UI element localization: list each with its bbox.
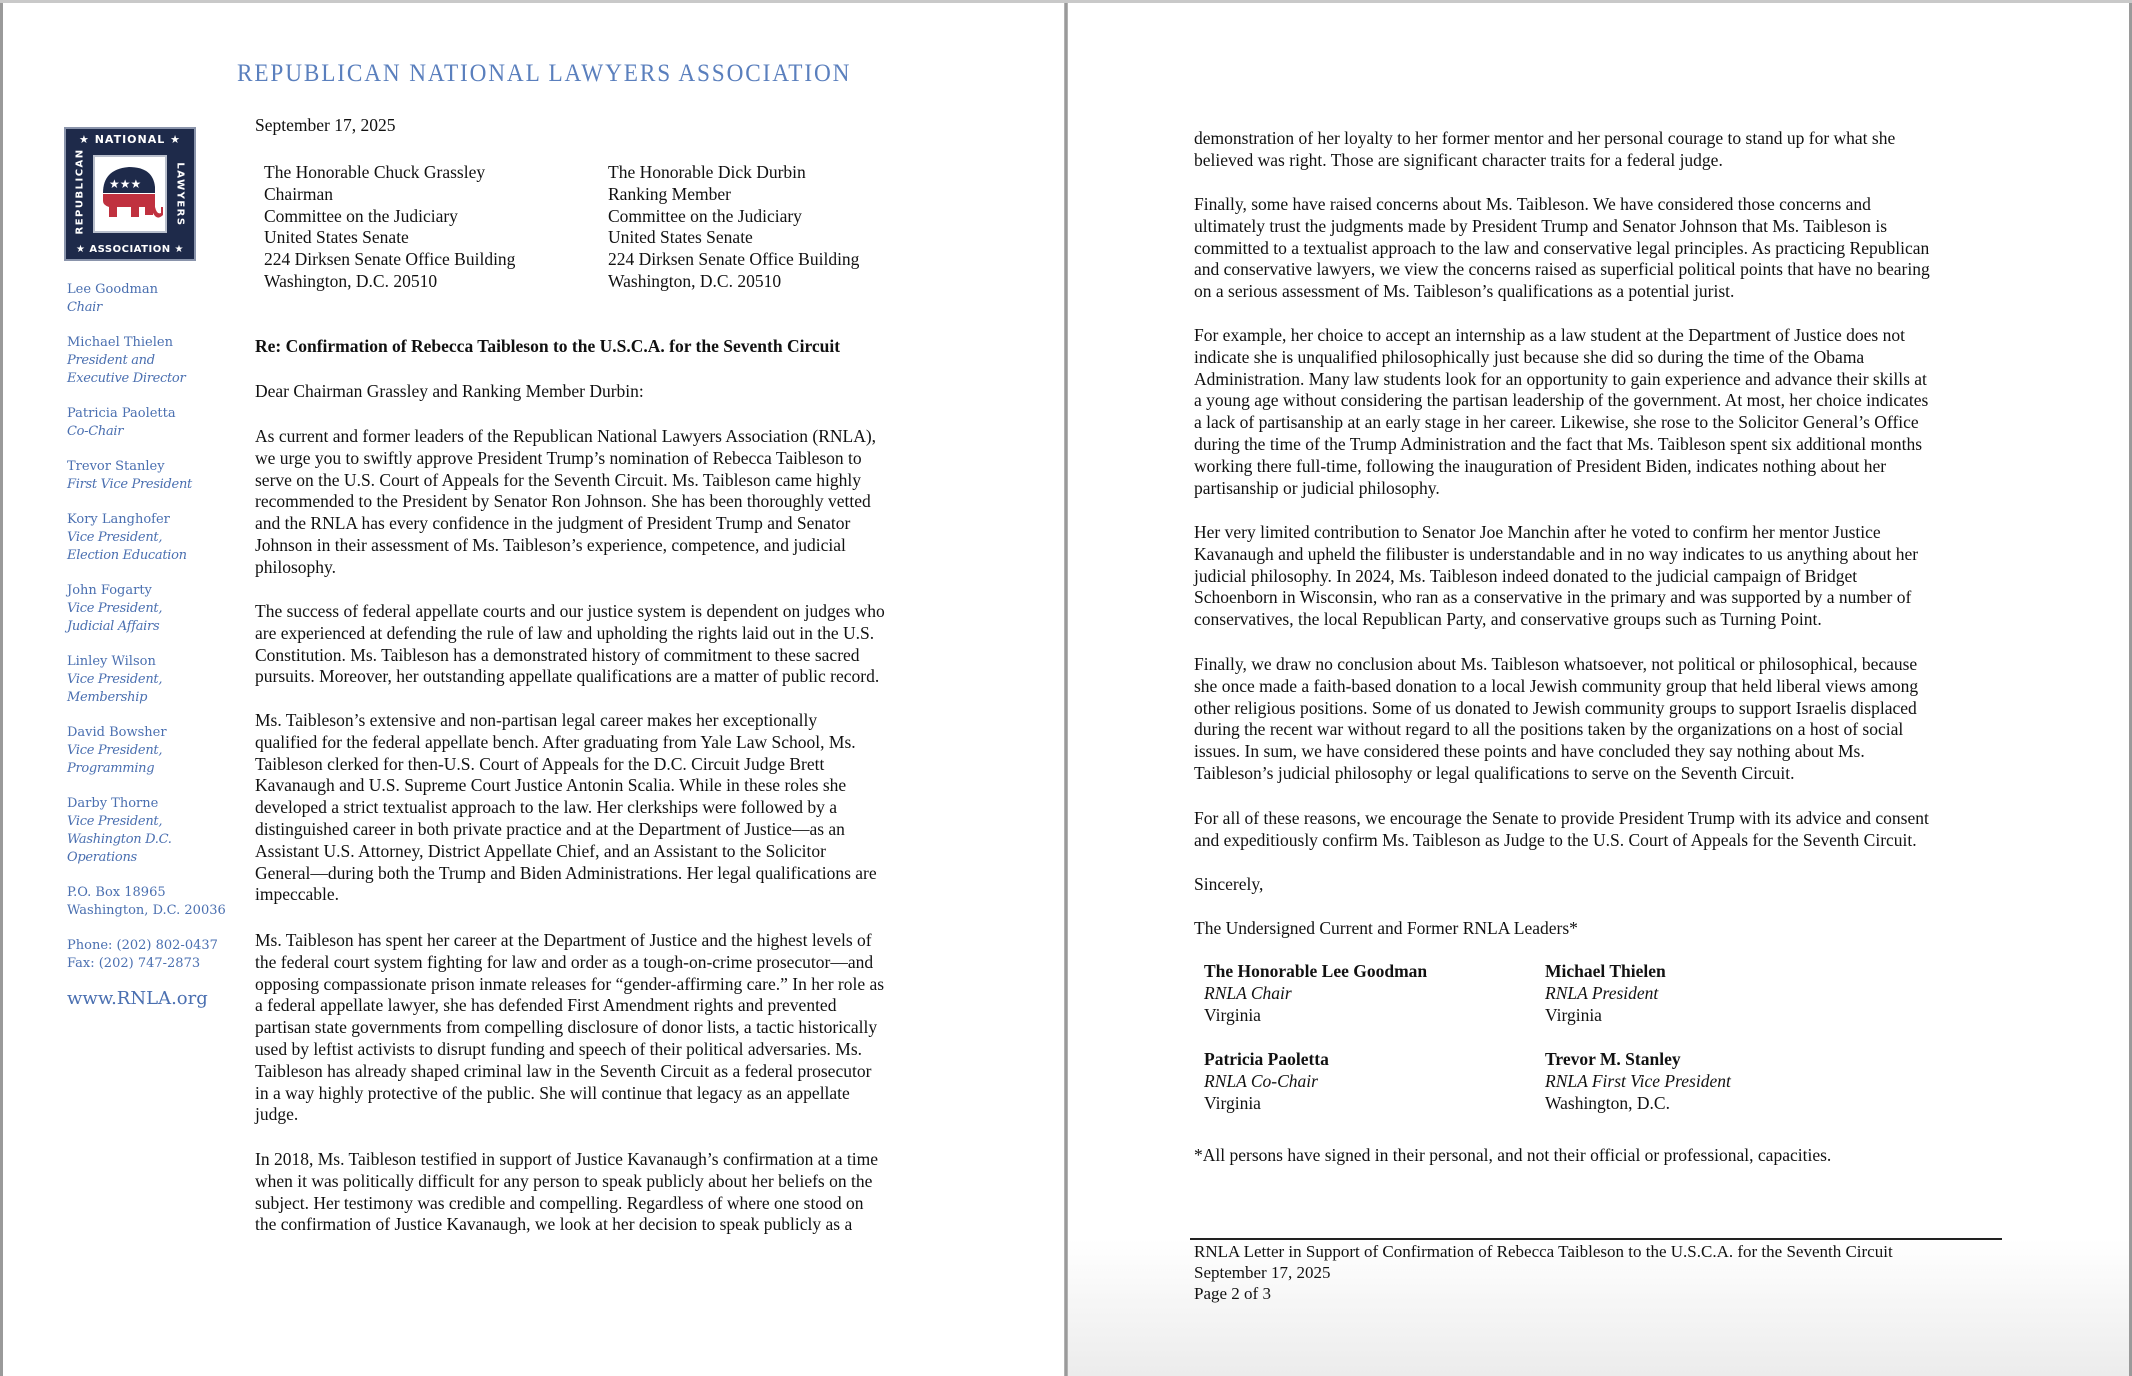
- signatory-name: The Honorable Lee Goodman: [1204, 961, 1428, 981]
- text-line: other religious positions. Some of us donated to Jewish community groups to support Israelis displaced: [1194, 697, 1917, 718]
- text-line: developed a strict textualist approach to the law. Her clerkships were followed by a: [255, 797, 837, 818]
- text-line: she once made a faith-based donation to a local Jewish community group that held liberal views among: [1194, 675, 1919, 696]
- signatory-location: Washington, D.C.: [1545, 1092, 1670, 1113]
- document-page-2: [1068, 3, 2132, 1376]
- text-line: Kavanaugh and U.S. Supreme Court Justice Antonin Scalia. While in these roles she: [255, 775, 847, 796]
- text-line: Administration. Many law students look for an opportunity to gain experience and advance their skills at: [1194, 368, 1927, 389]
- sidebar-officer: [67, 511, 237, 565]
- officer-name: John Fogarty: [67, 583, 152, 598]
- signatory-name: Trevor M. Stanley: [1545, 1049, 1681, 1069]
- sidebar-officer: [67, 724, 237, 778]
- paragraph: [1194, 325, 2094, 499]
- text-line: impeccable.: [255, 884, 340, 905]
- signatory-location: Virginia: [1204, 1092, 1261, 1113]
- officer-name: David Bowsher: [67, 725, 167, 740]
- text-line: Taibleson has already shaped criminal law in the Seventh Circuit as a federal prosecutor: [255, 1060, 872, 1081]
- footnote: *All persons have signed in their personal, and not their official or professional, capacities.: [1194, 1145, 1832, 1165]
- signatory-block: [1204, 1049, 1329, 1114]
- officer-role: Executive Director: [67, 371, 186, 386]
- text-line: demonstration of her loyalty to her former mentor and her personal courage to stand up for what she: [1194, 128, 1896, 148]
- text-line: Her very limited contribution to Senator Joe Manchin after he voted to confirm her mentor Justice: [1194, 522, 1881, 542]
- salutation: Dear Chairman Grassley and Ranking Member Durbin:: [255, 381, 644, 401]
- address-line: Washington, D.C. 20036: [67, 903, 226, 918]
- text-line: qualified for the federal appellate bench. After graduating from Yale Law School, Ms.: [255, 731, 856, 752]
- sidebar-officer: [67, 653, 237, 707]
- text-line: subject. Her testimony was credible and compelling. Regardless of where one stood on: [255, 1192, 864, 1213]
- document-page-1: [0, 3, 1064, 1376]
- logo-elephant-panel: [93, 155, 167, 233]
- paragraph: [255, 1149, 955, 1236]
- sidebar-officer: [67, 405, 237, 441]
- paragraph: [1194, 808, 2094, 852]
- paragraph: [255, 710, 955, 906]
- address-line: 224 Dirksen Senate Office Building: [264, 249, 516, 270]
- address-line: United States Senate: [608, 227, 753, 248]
- text-line: philosophy.: [255, 556, 337, 577]
- org-letterhead-title: REPUBLICAN NATIONAL LAWYERS ASSOCIATION: [237, 60, 852, 87]
- officer-role: Programming: [67, 761, 155, 776]
- recipient-address-grassley: [264, 162, 515, 293]
- address-line: Committee on the Judiciary: [608, 205, 802, 226]
- text-line: recommended to the President by Senator Ron Johnson. She has been thoroughly vetted: [255, 491, 871, 512]
- text-line: the federal court system fighting for law and order as a tough-on-crime prosecutor—and: [255, 951, 874, 972]
- text-line: judicial philosophy. In 2024, Ms. Taibleson indeed donated to the judicial campaign of Bridget: [1194, 565, 1858, 586]
- text-line: serve on the U.S. Court of Appeals for the Seventh Circuit. Ms. Taibleson came highly: [255, 469, 861, 490]
- paragraph: [255, 601, 955, 688]
- letter-date: September 17, 2025: [255, 115, 396, 135]
- text-line: For example, her choice to accept an internship as a law student at the Department of Justice does not: [1194, 325, 1905, 345]
- text-line: pursuits. Moreover, her outstanding appellate qualifications are a matter of public record.: [255, 666, 880, 687]
- address-line: Washington, D.C. 20510: [264, 270, 438, 291]
- officer-role: Co-Chair: [67, 424, 124, 439]
- text-line: partisanship or judicial philosophy.: [1194, 477, 1440, 498]
- officer-role: Vice President,: [67, 814, 163, 829]
- officer-sidebar: [67, 281, 237, 1008]
- text-line: Schoenborn in Wisconsin, who ran as a conservative in the primary and was supported by a number of: [1194, 587, 1912, 608]
- address-line: P.O. Box 18965: [67, 885, 166, 900]
- text-line: conservatives, the local Republican Party, and conservative groups such as Turning Point.: [1194, 609, 1822, 630]
- signatory-title: RNLA Chair: [1204, 982, 1292, 1003]
- rnla-elephant-logo-icon: [64, 127, 196, 261]
- text-line: a lack of partisanship at an early stage in her career. Likewise, she rose to the Solicitor General’s Office: [1194, 412, 1919, 433]
- signatory-location: Virginia: [1545, 1004, 1602, 1025]
- officer-role: Vice President,: [67, 530, 163, 545]
- signatory-location: Virginia: [1204, 1004, 1261, 1025]
- text-line: Taibleson clerked for then-U.S. Court of Appeals for the D.C. Circuit Judge Brett: [255, 753, 825, 774]
- signoff: The Undersigned Current and Former RNLA Leaders*: [1194, 918, 1578, 938]
- mailing-address: [67, 884, 237, 920]
- signatory-name: Michael Thielen: [1545, 961, 1666, 981]
- recipient-address-durbin: [608, 162, 859, 293]
- paragraph: [1194, 128, 2094, 172]
- text-line: partisan state governments from compelling disclosure of donor lists, a tactic historically: [255, 1017, 878, 1038]
- officer-role: Chair: [67, 300, 102, 315]
- officer-name: Michael Thielen: [67, 335, 173, 350]
- text-line: used by leftist activists to disrupt funding and speech of their political adversaries. Ms.: [255, 1038, 863, 1059]
- text-line: Finally, we draw no conclusion about Ms. Taibleson whatsoever, not political or philosophical, because: [1194, 654, 1918, 674]
- paragraph: [1194, 654, 2094, 785]
- officer-role: Judicial Affairs: [67, 619, 160, 634]
- text-line: For all of these reasons, we encourage the Senate to provide President Trump with its advice and consent: [1194, 808, 1929, 828]
- paragraph: [255, 930, 955, 1126]
- logo-text-lawyers: LAWYERS: [174, 162, 186, 227]
- footer-title: RNLA Letter in Support of Confirmation of Rebecca Taibleson to the U.S.C.A. for the Seventh Circuit: [1194, 1242, 1893, 1261]
- text-line: a federal appellate lawyer, she has defended First Amendment rights and prevented: [255, 995, 837, 1016]
- text-line: In 2018, Ms. Taibleson testified in support of Justice Kavanaugh’s confirmation at a time: [255, 1149, 878, 1169]
- address-line: 224 Dirksen Senate Office Building: [608, 249, 860, 270]
- text-line: Ms. Taibleson’s extensive and non-partisan legal career makes her exceptionally: [255, 710, 818, 730]
- text-line: we urge you to swiftly approve President Trump’s nomination of Rebecca Taibleson to: [255, 447, 862, 468]
- sidebar-officer: [67, 281, 237, 317]
- officer-name: Trevor Stanley: [67, 459, 165, 474]
- paragraph: [1194, 522, 2094, 631]
- contact-numbers: [67, 937, 237, 973]
- text-line: a young age without considering the partisan leadership of the government. At most, her choice indicates: [1194, 390, 1929, 411]
- officer-role: First Vice President: [67, 477, 192, 492]
- elephant-icon: [95, 157, 165, 231]
- text-line: when it was politically difficult for any person to speak publicly about her beliefs on the: [255, 1170, 873, 1191]
- phone-number: Phone: (202) 802-0437: [67, 938, 218, 953]
- text-line: Assistant U.S. Attorney, District Appellate Chief, and an Assistant to the Solicitor: [255, 840, 826, 861]
- officer-role: President and: [67, 353, 155, 368]
- text-line: distinguished career in both private practice and at the Department of Justice—as an: [255, 818, 845, 839]
- signatory-title: RNLA Co-Chair: [1204, 1070, 1318, 1091]
- text-line: in a way highly protective of the public. She will continue that legacy as an appellate: [255, 1082, 850, 1103]
- signatory-block: [1545, 961, 1666, 1026]
- text-line: during the time of the Trump Administration and the fact that Ms. Taibleson spent six additional months: [1194, 433, 1923, 454]
- officer-name: Patricia Paoletta: [67, 406, 176, 421]
- sidebar-officer: [67, 795, 237, 867]
- logo-text-republican: REPUBLICAN: [74, 148, 86, 235]
- text-line: committed to a textualist approach to the law and conservative legal principles. As practicing Republican: [1194, 237, 1930, 258]
- text-line: As current and former leaders of the Republican National Lawyers Association (RNLA),: [255, 426, 877, 446]
- text-line: working there full-time, following the inauguration of President Biden, indicates nothing about her: [1194, 455, 1887, 476]
- officer-name: Linley Wilson: [67, 654, 156, 669]
- text-line: General—during both the Trump and Biden Administrations. Her legal qualifications are: [255, 862, 877, 883]
- text-line: the confirmation of Justice Kavanaugh, we look at her decision to speak publicly as a: [255, 1214, 853, 1235]
- text-line: on a serious assessment of Ms. Taibleson’s qualifications as a potential jurist.: [1194, 281, 1735, 302]
- signatory-name: Patricia Paoletta: [1204, 1049, 1329, 1069]
- sidebar-officer: [67, 334, 237, 388]
- text-line: Johnson in their assessment of Ms. Taibleson’s experience, competence, and judicial: [255, 534, 846, 555]
- officer-name: Kory Langhofer: [67, 512, 170, 527]
- text-line: issues. In sum, we have considered these points and have concluded they say nothing about Ms.: [1194, 741, 1865, 762]
- text-line: Kavanaugh and upheld the filibuster is understandable and in no way indicates to us anything about her: [1194, 543, 1919, 564]
- sidebar-officer: [67, 458, 237, 494]
- footer-rule: [1190, 1238, 2002, 1240]
- officer-role: Election Education: [67, 548, 187, 563]
- address-line: Washington, D.C. 20510: [608, 270, 782, 291]
- text-line: Finally, some have raised concerns about Ms. Taibleson. We have considered those concerns and: [1194, 194, 1871, 214]
- text-line: during the recent war without regard to all the positions taken by the organizations on a host of social: [1194, 719, 1904, 740]
- address-line: United States Senate: [264, 227, 409, 248]
- text-line: and conservative lawyers, we view the concerns raised as superficial political points that have no bearing: [1194, 259, 1930, 280]
- fax-number: Fax: (202) 747-2873: [67, 956, 201, 971]
- officer-role: Operations: [67, 850, 137, 865]
- text-line: Ms. Taibleson has spent her career at the Department of Justice and the highest levels of: [255, 930, 872, 950]
- officer-role: Washington D.C.: [67, 832, 172, 847]
- address-line: The Honorable Dick Durbin: [608, 162, 806, 182]
- officer-role: Vice President,: [67, 743, 163, 758]
- text-line: opposing compassionate prison inmate releases for “gender-affirming care.” In her role as: [255, 973, 885, 994]
- text-line: believed was right. Those are significant character traits for a federal judge.: [1194, 149, 1723, 170]
- page-footer: [1194, 1241, 1893, 1304]
- text-line: indicate she is unqualified philosophically just because she did so during the time of the Obama: [1194, 346, 1865, 367]
- address-line: Committee on the Judiciary: [264, 205, 458, 226]
- sidebar-officer: [67, 582, 237, 636]
- text-line: and expeditiously confirm Ms. Taibleson as Judge to the U.S. Court of Appeals for the Seventh Circuit.: [1194, 829, 1917, 850]
- website-link[interactable]: www.RNLA.org: [67, 988, 208, 1009]
- logo-text-association: ★ ASSOCIATION ★: [75, 244, 185, 255]
- address-line: Ranking Member: [608, 183, 731, 204]
- text-line: are experienced at defending the rule of law and upholding the rights laid out in the U.S.: [255, 622, 875, 643]
- footer-page-number: Page 2 of 3: [1194, 1284, 1271, 1303]
- subject-line: Re: Confirmation of Rebecca Taibleson to the U.S.C.A. for the Seventh Circuit: [255, 336, 841, 356]
- text-line: Constitution. Ms. Taibleson has a demonstrated history of commitment to these sacred: [255, 644, 860, 665]
- address-line: Chairman: [264, 183, 334, 204]
- signatory-title: RNLA First Vice President: [1545, 1070, 1731, 1091]
- signatory-title: RNLA President: [1545, 982, 1659, 1003]
- officer-role: Vice President,: [67, 601, 163, 616]
- footer-date: September 17, 2025: [1194, 1263, 1331, 1282]
- text-line: judge.: [255, 1104, 299, 1125]
- officer-role: Vice President,: [67, 672, 163, 687]
- officer-role: Membership: [67, 690, 148, 705]
- officer-name: Darby Thorne: [67, 796, 159, 811]
- paragraph: [255, 426, 955, 579]
- text-line: ultimately trust the judgments made by President Trump and Senator Johnson that Ms. Taibleson is: [1194, 215, 1888, 236]
- officer-name: Lee Goodman: [67, 282, 158, 297]
- paragraph: [1194, 194, 2094, 303]
- text-line: and the RNLA has every confidence in the judgment of President Trump and Senator: [255, 513, 851, 534]
- svg-text:★★★: ★★★: [109, 177, 142, 191]
- text-line: Taibleson’s judicial philosophy or legal qualifications to serve on the Seventh Circuit.: [1194, 762, 1795, 783]
- signatory-block: [1204, 961, 1427, 1026]
- text-line: The success of federal appellate courts and our justice system is dependent on judges who: [255, 601, 885, 621]
- logo-text-national: ★ NATIONAL ★: [79, 133, 181, 146]
- address-line: The Honorable Chuck Grassley: [264, 162, 486, 182]
- signatory-block: [1545, 1049, 1731, 1114]
- closing: Sincerely,: [1194, 874, 1264, 894]
